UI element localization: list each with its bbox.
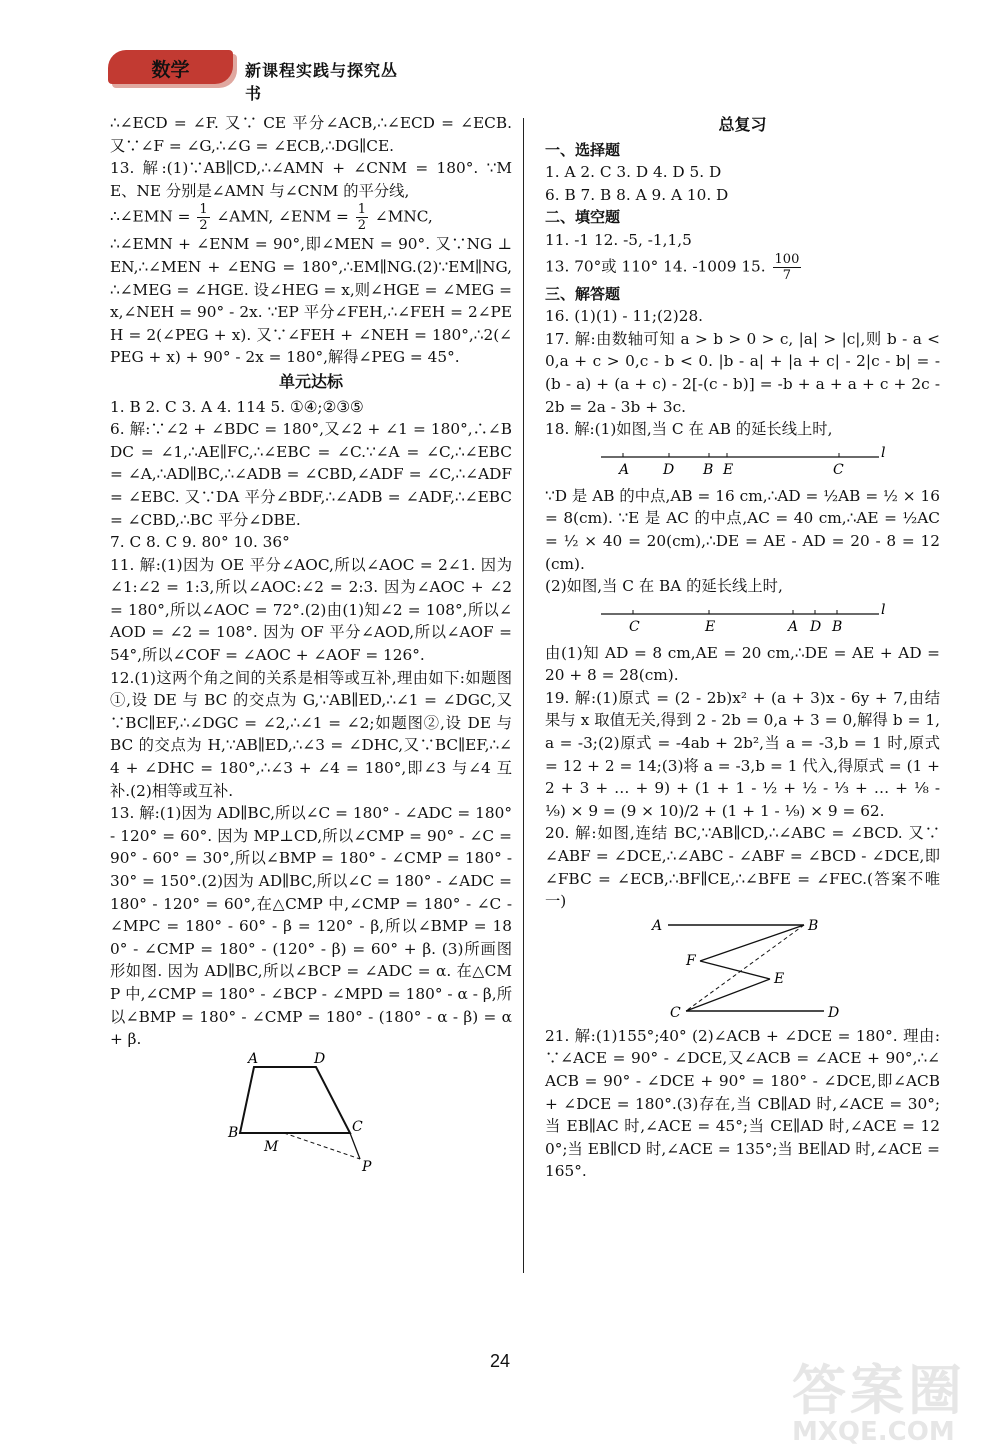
subsection-title: 二、填空题 bbox=[545, 208, 621, 227]
line-ec bbox=[686, 979, 770, 1011]
label-d: D bbox=[809, 618, 821, 635]
paragraph: 18. 解:(1)如图,当 C 在 AB 的延长线上时, bbox=[545, 420, 833, 439]
label-b: B bbox=[702, 461, 713, 478]
fraction bbox=[197, 202, 209, 233]
label-l: l bbox=[880, 444, 885, 461]
subsection-title: 一、选择题 bbox=[545, 140, 621, 159]
paragraph: (2)如图,当 C 在 BA 的延长线上时, bbox=[545, 577, 783, 596]
number-line-figure-2 bbox=[593, 602, 893, 638]
text-run: ∠MNC, bbox=[374, 207, 433, 226]
text-run: ∠AMN, ∠ENM = bbox=[216, 207, 349, 226]
label-c: C bbox=[352, 1118, 363, 1135]
label-l: l bbox=[880, 601, 885, 618]
label-e: E bbox=[704, 618, 715, 635]
label-a: A bbox=[651, 917, 662, 934]
dashed-line-mp bbox=[284, 1133, 360, 1159]
paragraph: 17. 解:由数轴可知 a > b > 0 > c, |a| > |c|,则 b - a < 0,a + c > 0,c - b < 0. |b - a| + |a + c| - 2|c - b| = -(b - a) + (a + c) - 2[-(c - b)] = -b + a + a + c + 2c - 2b = 2a - 3b + 3c. bbox=[545, 329, 940, 416]
answer-line: 11. -1 12. -5, -1,1,5 bbox=[545, 230, 692, 249]
subject-label: 数学 bbox=[151, 59, 190, 81]
series-title: 新课程实践与探究丛书 bbox=[245, 61, 399, 103]
label-c: C bbox=[669, 1004, 681, 1021]
parallel-lines-figure bbox=[648, 917, 838, 1021]
paragraph bbox=[110, 202, 512, 233]
label-m: M bbox=[264, 1138, 279, 1155]
paragraph: 20. 解:如图,连结 BC,∵AB∥CD,∴∠ABC = ∠BCD. 又∵∠ABF = ∠DCE,∴∠ABC - ∠ABF = ∠BCD - ∠DCE,即∠FBC = ∠ECB,∴BF∥CE,∴∠BFE = ∠FEC.(答案不唯一) bbox=[545, 824, 940, 911]
label-f: F bbox=[685, 952, 696, 969]
label-d: D bbox=[662, 461, 674, 478]
right-column bbox=[545, 112, 940, 1183]
paragraph: 19. 解:(1)原式 = (2 - 2b)x² + (a + 3)x - 6y + 7,由结果与 x 取值无关,得到 2 - 2b = 0,a + 3 = 0,解得 b = 1,a = -3;(2)原式 = -4ab + 2b²,当 a = -3,b = 1 时,原式 = 12 + 2 = 14;(3)将 a = -3,b = 1 代入,得原式 = (1 + 2 + 3 + … + 9) + (1 + 1 - ½ + ½ - ⅓ + … + ⅛ - ⅑) × 9 = (9 × 10)/2 + (1 + 1 - ⅑) × 9 = 62. bbox=[545, 688, 940, 820]
page-header bbox=[108, 48, 408, 103]
trapezoid-figure bbox=[226, 1050, 396, 1175]
text-run: 13. 70°或 110° 14. -1009 15. bbox=[545, 257, 766, 276]
denominator: 7 bbox=[782, 267, 792, 283]
section-title: 总复习 bbox=[718, 115, 767, 134]
label-p: P bbox=[362, 1158, 372, 1175]
label-d: D bbox=[827, 1004, 839, 1021]
label-c: C bbox=[628, 618, 640, 635]
label-b: B bbox=[831, 618, 842, 635]
section-title: 单元达标 bbox=[278, 371, 343, 391]
line-fe bbox=[700, 961, 770, 979]
label-e: E bbox=[773, 970, 784, 987]
watermark-logo-text: 答案圈 bbox=[792, 1359, 966, 1422]
paragraph: ∵D 是 AB 的中点,AB = 16 cm,∴AD = ½AB = ½ × 16 = 8(cm). ∵E 是 AC 的中点,AC = 40 cm,∴AE = ½AC = ½ × 40 = 20(cm),∴DE = AE - AD = 20 - 8 = 12(cm). bbox=[545, 486, 940, 573]
answer-line: 1. B 2. C 3. A 4. 114 5. ①④;②③⑤ bbox=[110, 397, 364, 416]
paragraph: 21. 解:(1)155°;40° (2)∠ACB + ∠DCE = 180°. 理由:∵∠ACE = 90° - ∠DCE,又∠ACB = ∠ACE + 90°,∴∠ACB = 90° - ∠DCE + 90° = 180° - ∠DCE,即∠ACB + ∠DCE = 180°.(3)存在,当 CB∥AD 时,∠ACE = 30°;当 EB∥AC 时,∠ACE = 45°;当 CE∥AD 时,∠ACE = 120°;当 EB∥CD 时,∠ACE = 135°;当 BE∥AD 时,∠ACE = 165°. bbox=[545, 1026, 940, 1181]
denominator: 2 bbox=[357, 218, 367, 234]
line-cp bbox=[350, 1133, 360, 1159]
paragraph: ∴∠EMN + ∠ENM = 90°,即∠MEN = 90°. 又∵NG ⊥EN,∴∠MEN + ∠ENG = 180°,∴EM∥NG.(2)∵EM∥NG,∴∠MEG = ∠HGE. 设∠HEG = x,则∠HGE = ∠MEG = x,∠NEH = 90° - 2x. ∵EP 平分∠FEH,∴∠FEH = 2∠PEH = 2(∠PEG + x). 又∵∠FEH + ∠NEH = 180°,∴2(∠PEG + x) + 90° - 2x = 180°,解得∠PEG = 45°. bbox=[110, 235, 512, 367]
label-c: C bbox=[832, 461, 844, 478]
text-run: ∴∠EMN = bbox=[110, 207, 191, 226]
paragraph: 11. 解:(1)因为 OE 平分∠AOC,所以∠AOC = 2∠1. 因为∠1:∠2 = 1:3,所以∠AOC:∠2 = 2:3. 因为∠AOC + ∠2 = 180°,所以∠AOC = 72°.(2)由(1)知∠2 = 108°,所以∠AOD = ∠2 = 108°. 因为 OF 平分∠AOD,所以∠AOF = 54°,所以∠COF = ∠AOC + ∠AOF = 126°. bbox=[110, 555, 512, 665]
column-divider bbox=[523, 118, 524, 1273]
paragraph: 6. 解:∵∠2 + ∠BDC = 180°,又∠2 + ∠1 = 180°,∴∠BDC = ∠1,∴AE∥FC,∴∠EBC = ∠C.∵∠A = ∠C,∴∠EBC = ∠A,∴AD∥BC,∴∠ADB = ∠CBD,∠ADF = ∠C,∴∠ADF = ∠EBC. 又∵DA 平分∠BDF,∴∠ADB = ∠ADF,∴∠EBC = ∠CBD,∴BC 平分∠DBE. bbox=[110, 420, 512, 529]
watermark bbox=[792, 1348, 992, 1447]
denominator: 2 bbox=[199, 218, 208, 234]
dashed-line-bc bbox=[686, 925, 804, 1011]
answer-line bbox=[545, 252, 940, 283]
label-a: A bbox=[787, 618, 798, 635]
paragraph: 13. 解:(1)∵AB∥CD,∴∠AMN + ∠CNM = 180°. ∵ME、NE 分别是∠AMN 与∠CNM 的平分线, bbox=[110, 159, 512, 200]
numerator: 100 bbox=[774, 251, 800, 267]
paragraph: 12.(1)这两个角之间的关系是相等或互补,理由如下:如题图①,设 DE 与 BC 的交点为 G,∵AB∥ED,∴∠1 = ∠DGC,又∵BC∥EF,∴∠DGC = ∠2,∴∠1 = ∠2;如题图②,设 DE 与 BC 的交点为 H,∵AB∥ED,∴∠3 = ∠DHC,又∵BC∥EF,∴∠4 + ∠DHC = 180°,∴∠3 + ∠4 = 180°,即∠3 与∠4 互补.(2)相等或互补. bbox=[110, 668, 512, 800]
answer-line: 7. C 8. C 9. 80° 10. 36° bbox=[110, 533, 290, 552]
label-b: B bbox=[228, 1124, 239, 1141]
line-bf bbox=[700, 925, 804, 961]
label-a: A bbox=[618, 461, 629, 478]
label-a: A bbox=[248, 1050, 259, 1067]
paragraph: ∴∠ECD = ∠F. 又∵ CE 平分∠ACB,∴∠ECD = ∠ECB. 又∵∠F = ∠G,∴∠G = ∠ECB,∴DG∥CE. bbox=[110, 114, 512, 155]
page-number: 24 bbox=[489, 1351, 511, 1371]
number-line-figure-1 bbox=[593, 445, 893, 481]
fraction bbox=[356, 202, 368, 233]
numerator: 1 bbox=[199, 202, 208, 218]
answer-line: 6. B 7. B 8. A 9. A 10. D bbox=[545, 185, 729, 204]
label-d: D bbox=[314, 1050, 326, 1067]
left-column bbox=[110, 112, 512, 1179]
paragraph: 13. 解:(1)因为 AD∥BC,所以∠C = 180° - ∠ADC = 180° - 120° = 60°. 因为 MP⊥CD,所以∠CMP = 90° - ∠C = 90° - 60° = 30°,所以∠BMP = 180° - ∠CMP = 180° - 30° = 150°.(2)因为 AD∥BC,所以∠C = 180° - ∠ADC = 180° - 120° = 60°,在△CMP 中,∠CMP = 180° - ∠C - ∠MPC = 180° - 60° - β = 120° - β,所以∠BMP = 180° - ∠CMP = 180° - (120° - β) = 60° + β. (3)所画图形如图. 因为 AD∥BC,所以∠BCP = ∠ADC = α. 在△CMP 中,∠CMP = 180° - ∠BCP - ∠MPD = 180° - α - β,所以∠BMP = 180° - ∠CMP = 180° - (180° - α - β) = α + β. bbox=[110, 804, 512, 1049]
answer-line: 16. (1)(1) - 11;(2)28. bbox=[545, 307, 704, 326]
numerator: 1 bbox=[357, 202, 367, 218]
paragraph: 由(1)知 AD = 8 cm,AE = 20 cm,∴DE = AE + AD = 20 + 8 = 28(cm). bbox=[545, 643, 940, 685]
watermark-url: MXQE.COM bbox=[792, 1417, 955, 1447]
label-e: E bbox=[722, 461, 733, 478]
trapezoid-shape bbox=[240, 1067, 350, 1133]
label-b: B bbox=[807, 917, 818, 934]
answer-line: 1. A 2. C 3. D 4. D 5. D bbox=[545, 163, 722, 182]
subsection-title: 三、解答题 bbox=[545, 284, 621, 303]
fraction bbox=[773, 252, 802, 283]
